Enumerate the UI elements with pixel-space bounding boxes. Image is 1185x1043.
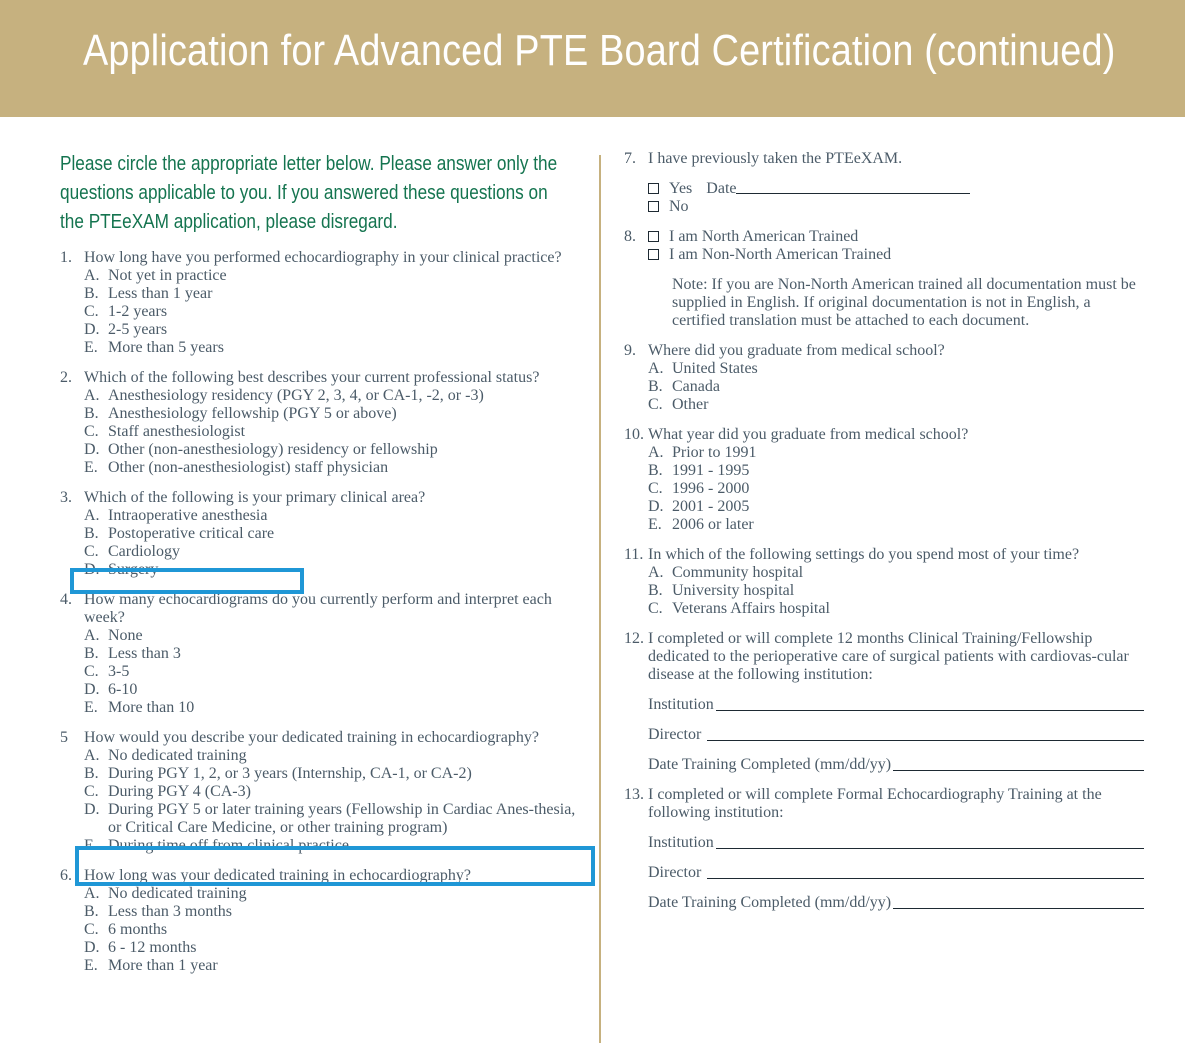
option-letter: B. (648, 378, 663, 395)
checkbox-icon[interactable] (648, 231, 659, 242)
question-text: How long have you performed echocardiography in your clinical practice? (84, 249, 562, 266)
option-letter: E. (84, 837, 98, 854)
option-letter: C. (648, 600, 663, 617)
option-text: During time off from clinical practice (108, 837, 349, 854)
option-text: Postoperative critical care (108, 525, 275, 542)
option-text: 1996 - 2000 (672, 480, 750, 497)
column-divider (599, 155, 601, 1043)
option-letter: D. (648, 498, 664, 515)
answer-option[interactable] (84, 699, 580, 717)
answer-option[interactable] (648, 480, 1144, 498)
option-letter: B. (84, 285, 99, 302)
option-letter: B. (84, 903, 99, 920)
answer-option[interactable] (648, 396, 1144, 414)
question-8 (624, 228, 1144, 330)
answer-option[interactable] (84, 387, 580, 405)
question-number: 11. (624, 546, 644, 563)
option-letter: B. (84, 405, 99, 422)
page-title: Application for Advanced PTE Board Certification (continued) (82, 26, 1116, 75)
instructions: Please circle the appropriate letter below. Please answer only the questions applicable to you. If you answered these questions on the PTEeXAM application, please disregard. (60, 153, 558, 233)
option-letter: D. (84, 321, 100, 338)
option-text: More than 10 (108, 699, 195, 716)
question-text: Which of the following best describes your current professional status? (84, 369, 540, 386)
date-completed-label: Date Training Completed (mm/dd/yy) (648, 894, 892, 911)
option-letter: C. (648, 480, 663, 497)
director-row (624, 726, 1144, 744)
question-number: 8. (624, 228, 636, 245)
option-letter: A. (648, 564, 664, 581)
north-american-option[interactable] (648, 228, 1144, 246)
question-number: 6. (60, 867, 72, 884)
option-text: During PGY 1, 2, or 3 years (Internship, CA-1, or CA-2) (108, 765, 472, 782)
answer-option[interactable] (84, 885, 580, 903)
answer-option[interactable] (84, 525, 580, 543)
question-text: Where did you graduate from medical school? (648, 342, 945, 359)
option-text: Staff anesthesiologist (108, 423, 246, 440)
option-text: 1991 - 1995 (672, 462, 750, 479)
option-text: Cardiology (108, 543, 180, 560)
answer-option[interactable] (84, 267, 580, 285)
yes-label: Yes (669, 180, 693, 197)
option-letter: D. (84, 801, 100, 818)
option-letter: C. (84, 663, 99, 680)
answer-option[interactable] (84, 303, 580, 321)
right-column (624, 150, 1144, 924)
answer-option[interactable] (84, 627, 580, 645)
option-letter: D. (84, 441, 100, 458)
date-completed-row (624, 894, 1144, 912)
non-north-american-label: I am Non-North American Trained (669, 246, 892, 263)
option-text: 6 - 12 months (108, 939, 197, 956)
date-label: Date (706, 180, 737, 197)
option-text: University hospital (672, 582, 795, 599)
date-completed-field[interactable] (893, 756, 1144, 771)
option-letter: A. (84, 885, 100, 902)
option-text: No dedicated training (108, 747, 247, 764)
institution-row (624, 834, 1144, 852)
option-text: Canada (672, 378, 720, 395)
option-text: 1-2 years (108, 303, 168, 320)
answer-option[interactable] (648, 600, 1144, 618)
option-letter: D. (84, 939, 100, 956)
answer-option[interactable] (84, 405, 580, 423)
date-field[interactable] (736, 180, 970, 194)
answer-option[interactable] (84, 747, 580, 765)
question-text: How many echocardiograms do you currently perform and interpret each week? (84, 591, 552, 626)
answer-option[interactable] (648, 444, 1144, 462)
question-7 (624, 150, 1144, 216)
answer-option[interactable] (84, 921, 580, 939)
option-text: More than 1 year (108, 957, 218, 974)
question-12 (624, 630, 1144, 774)
no-label: No (669, 198, 689, 215)
answer-option[interactable] (84, 339, 580, 357)
institution-row (624, 696, 1144, 714)
option-text: Anesthesiology fellowship (PGY 5 or above) (108, 405, 397, 422)
no-option[interactable] (624, 198, 1144, 216)
checkbox-icon[interactable] (648, 183, 659, 194)
answer-option[interactable] (84, 765, 580, 783)
answer-option[interactable] (84, 423, 580, 441)
question-number: 9. (624, 342, 636, 359)
option-letter: A. (84, 507, 100, 524)
option-text: Other (672, 396, 709, 413)
question-9 (624, 342, 1144, 414)
question-text: Which of the following is your primary clinical area? (84, 489, 426, 506)
option-letter: C. (648, 396, 663, 413)
option-letter: A. (648, 444, 664, 461)
answer-option[interactable] (648, 582, 1144, 600)
option-text: 3-5 (108, 663, 130, 680)
option-letter: B. (84, 645, 99, 662)
director-field[interactable] (707, 864, 1144, 879)
question-number: 13. (624, 786, 644, 803)
question-number: 3. (60, 489, 72, 506)
option-text: During PGY 5 or later training years (Fellowship in Cardiac Anes-thesia, or Critical Care Medicine, or other training program) (108, 801, 576, 836)
option-letter: B. (84, 525, 99, 542)
question-text: What year did you graduate from medical school? (648, 426, 969, 443)
option-text: None (108, 627, 143, 644)
option-letter: E. (648, 516, 662, 533)
highlight-box-pgy5 (75, 846, 595, 886)
answer-option[interactable] (84, 645, 580, 663)
question-text: How would you describe your dedicated training in echocardiography? (84, 729, 539, 746)
answer-option[interactable] (84, 801, 580, 837)
institution-field[interactable] (716, 834, 1144, 849)
option-letter: B. (648, 462, 663, 479)
question-1 (60, 249, 580, 357)
date-completed-field[interactable] (893, 894, 1144, 909)
option-letter: D. (84, 681, 100, 698)
answer-option[interactable] (648, 462, 1144, 480)
option-text: Prior to 1991 (672, 444, 757, 461)
director-label: Director (648, 864, 702, 881)
question-number: 4. (60, 591, 72, 608)
question-2 (60, 369, 580, 477)
date-completed-row (624, 756, 1144, 774)
option-letter: C. (84, 921, 99, 938)
director-row (624, 864, 1144, 882)
question-number: 5 (60, 729, 68, 746)
option-text: Anesthesiology residency (PGY 2, 3, 4, or CA-1, -2, or -3) (108, 387, 484, 404)
answer-option[interactable] (84, 321, 580, 339)
question-text: In which of the following settings do you spend most of your time? (648, 546, 1080, 563)
director-field[interactable] (707, 726, 1144, 741)
answer-option[interactable] (84, 783, 580, 801)
question-3 (60, 489, 580, 579)
right-question-list (624, 342, 1144, 618)
option-letter: A. (84, 747, 100, 764)
question-5 (60, 729, 580, 855)
answer-option[interactable] (84, 681, 580, 699)
north-american-label: I am North American Trained (669, 228, 859, 245)
option-letter: E. (84, 459, 98, 476)
option-text: 2-5 years (108, 321, 168, 338)
question-11 (624, 546, 1144, 618)
institution-label: Institution (648, 834, 714, 851)
option-text: Surgery (108, 561, 159, 578)
question-number: 10. (624, 426, 644, 443)
option-text: During PGY 4 (CA-3) (108, 783, 251, 800)
option-text: 6 months (108, 921, 168, 938)
question-text: I completed or will complete 12 months Clinical Training/Fellowship dedicated to the perioperative care of surgical patients with cardiovas-cular disease at the following institution: (648, 630, 1129, 683)
question-text: How long was your dedicated training in echocardiography? (84, 867, 471, 884)
answer-option[interactable] (648, 564, 1144, 582)
answer-option[interactable] (84, 507, 580, 525)
answer-option[interactable] (84, 903, 580, 921)
training-note: Note: If you are Non-North American trained all documentation must be supplied in English. If original documentation is not in English, a certified translation must be attached to each document. (672, 276, 1136, 329)
question-13 (624, 786, 1144, 912)
answer-option[interactable] (648, 360, 1144, 378)
option-text: 6-10 (108, 681, 138, 698)
option-letter: C. (84, 783, 99, 800)
date-completed-label: Date Training Completed (mm/dd/yy) (648, 756, 892, 773)
checkbox-icon[interactable] (648, 249, 659, 260)
header-banner (0, 0, 1185, 117)
option-letter: E. (84, 699, 98, 716)
option-letter: B. (84, 765, 99, 782)
answer-option[interactable] (84, 543, 580, 561)
option-text: Less than 1 year (108, 285, 213, 302)
option-letter: A. (648, 360, 664, 377)
option-text: Less than 3 (108, 645, 181, 662)
answer-option[interactable] (84, 957, 580, 975)
question-number: 1. (60, 249, 72, 266)
option-text: United States (672, 360, 758, 377)
option-letter: C. (84, 543, 99, 560)
institution-label: Institution (648, 696, 714, 713)
option-text: Other (non-anesthesiology) residency or fellowship (108, 441, 438, 458)
yes-option[interactable] (624, 180, 1144, 198)
option-letter: A. (84, 387, 100, 404)
option-text: 2006 or later (672, 516, 754, 533)
answer-option[interactable] (84, 939, 580, 957)
question-text: I have previously taken the PTEeXAM. (648, 150, 903, 167)
option-letter: C. (84, 423, 99, 440)
director-label: Director (648, 726, 702, 743)
question-number: 7. (624, 150, 636, 167)
option-letter: A. (84, 627, 100, 644)
option-text: Less than 3 months (108, 903, 232, 920)
option-text: Other (non-anesthesiologist) staff physician (108, 459, 389, 476)
option-text: No dedicated training (108, 885, 247, 902)
answer-option[interactable] (648, 498, 1144, 516)
option-text: 2001 - 2005 (672, 498, 750, 515)
option-letter: A. (84, 267, 100, 284)
question-4 (60, 591, 580, 717)
answer-option[interactable] (648, 516, 1144, 534)
question-10 (624, 426, 1144, 534)
option-letter: E. (84, 339, 98, 356)
answer-option[interactable] (84, 663, 580, 681)
option-letter: D. (84, 561, 100, 578)
option-letter: C. (84, 303, 99, 320)
option-text: Community hospital (672, 564, 804, 581)
answer-option[interactable] (84, 459, 580, 477)
non-north-american-option[interactable] (648, 246, 1144, 264)
answer-option[interactable] (84, 285, 580, 303)
highlight-box-postoperative (70, 568, 304, 594)
institution-field[interactable] (716, 696, 1144, 711)
question-number: 12. (624, 630, 644, 647)
option-letter: B. (648, 582, 663, 599)
checkbox-icon[interactable] (648, 201, 659, 212)
question-text: I completed or will complete Formal Echocardiography Training at the following institution: (648, 786, 1102, 821)
option-text: More than 5 years (108, 339, 224, 356)
option-text: Not yet in practice (108, 267, 227, 284)
question-number: 2. (60, 369, 72, 386)
answer-option[interactable] (84, 441, 580, 459)
option-text: Intraoperative anesthesia (108, 507, 268, 524)
option-letter: E. (84, 957, 98, 974)
answer-option[interactable] (648, 378, 1144, 396)
option-text: Veterans Affairs hospital (672, 600, 830, 617)
